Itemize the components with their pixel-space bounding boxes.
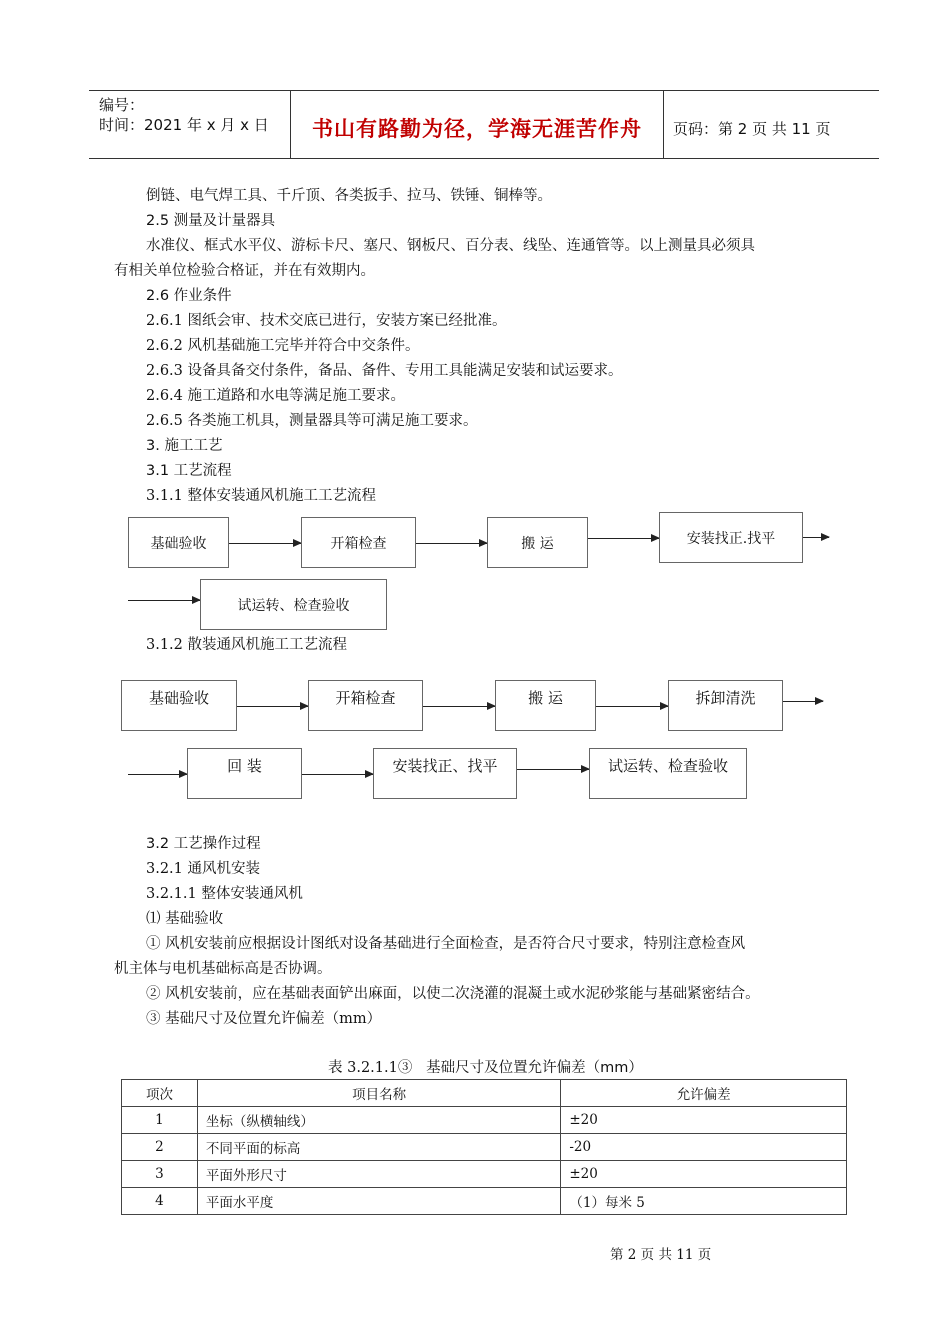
- flow1-arrow-1: [229, 543, 301, 544]
- instruments-line-cont: 有相关单位检验合格证，并在有效期内。: [114, 263, 375, 279]
- table-cell-index: 3: [122, 1161, 198, 1188]
- flow2-arrow-3: [596, 706, 668, 707]
- table-header-row: [122, 1080, 847, 1107]
- table-cell-index: 2: [122, 1134, 198, 1161]
- section-heading-3-1-2: 3.1.2 散装通风机施工工艺流程: [146, 637, 348, 653]
- table-cell-tolerance: （1）每米 5: [561, 1188, 847, 1215]
- table-cell-item: 不同平面的标高: [197, 1134, 560, 1161]
- flow2-step-alignment-leveling: 安装找正、找平: [373, 748, 517, 799]
- condition-2-6-2: 2.6.2 风机基础施工完毕并符合中交条件。: [146, 338, 420, 354]
- table-caption: [328, 1058, 643, 1078]
- table-cell-item: 坐标（纵横轴线）: [197, 1107, 560, 1134]
- table-cell-tolerance: ±20: [561, 1161, 847, 1188]
- flow2-step-transport: 搬 运: [495, 680, 596, 731]
- section-heading-2-5: 2.5 测量及计量器具: [146, 213, 276, 229]
- table-header-tolerance: 允许偏差: [561, 1080, 847, 1107]
- document-number-label: 编号：: [99, 96, 145, 114]
- header-bottom-rule: [89, 158, 879, 159]
- header-motto: 书山有路勤为径，学海无涯苦作舟: [312, 117, 642, 141]
- table-row: [122, 1107, 847, 1134]
- flow2-arrow-5: [128, 774, 187, 775]
- section-heading-3-1-1: 3.1.1 整体安装通风机施工工艺流程: [146, 488, 377, 504]
- flow2-arrow-7: [517, 769, 589, 770]
- flow2-step-unpacking-inspection: 开箱检查: [308, 680, 423, 731]
- table-caption-number: 表 3.2.1.1③: [328, 1060, 413, 1076]
- flow1-step-trial-run-acceptance: 试运转、检查验收: [200, 579, 387, 630]
- tolerance-table: [121, 1079, 847, 1215]
- table-row: [122, 1134, 847, 1161]
- table-row: [122, 1188, 847, 1215]
- item-1-inspection: ① 风机安装前应根据设计图纸对设备基础进行全面检查，是否符合尺寸要求，特别注意检查风: [146, 936, 746, 952]
- section-heading-3-2-1-1: 3.2.1.1 整体安装通风机: [146, 886, 303, 902]
- item-2-roughening: ② 风机安装前，应在基础表面铲出麻面，以使二次浇灌的混凝土或水泥砂浆能与基础紧密结合。: [146, 986, 760, 1002]
- table-header-item: 项目名称: [197, 1080, 560, 1107]
- flow2-arrow-4: [783, 701, 823, 702]
- header-divider-right: [663, 90, 664, 158]
- document-time: 时间：2021 年 x 月 x 日: [99, 116, 269, 134]
- table-cell-item: 平面水平度: [197, 1188, 560, 1215]
- table-cell-index: 4: [122, 1188, 198, 1215]
- table-cell-tolerance: -20: [561, 1134, 847, 1161]
- header-top-rule: [89, 90, 879, 91]
- condition-2-6-5: 2.6.5 各类施工机具，测量器具等可满足施工要求。: [146, 413, 478, 429]
- flow2-arrow-2: [423, 706, 495, 707]
- section-heading-3-2: 3.2 工艺操作过程: [146, 836, 261, 852]
- item-3-tolerance: ③ 基础尺寸及位置允许偏差（mm）: [146, 1011, 382, 1027]
- table-row: [122, 1161, 847, 1188]
- section-heading-3-1: 3.1 工艺流程: [146, 463, 232, 479]
- flow2-step-foundation-acceptance: 基础验收: [121, 680, 237, 731]
- flow2-step-trial-run-acceptance: 试运转、检查验收: [589, 748, 747, 799]
- item-foundation-acceptance: ⑴ 基础验收: [146, 911, 224, 927]
- flow2-arrow-1: [237, 706, 308, 707]
- condition-2-6-1: 2.6.1 图纸会审、技术交底已进行，安装方案已经批准。: [146, 313, 507, 329]
- flow1-arrow-3: [588, 538, 659, 539]
- flow1-step-unpacking-inspection: 开箱检查: [301, 517, 416, 568]
- page-code: 页码：第 2 页 共 11 页: [673, 120, 831, 138]
- table-cell-item: 平面外形尺寸: [197, 1161, 560, 1188]
- condition-2-6-3: 2.6.3 设备具备交付条件，备品、备件、专用工具能满足安装和试运要求。: [146, 363, 623, 379]
- flow1-step-foundation-acceptance: 基础验收: [128, 517, 229, 568]
- flow1-arrow-2: [416, 543, 487, 544]
- item-1-inspection-cont: 机主体与电机基础标高是否协调。: [114, 961, 332, 977]
- flow2-step-reassembly: 回 装: [187, 748, 302, 799]
- table-cell-index: 1: [122, 1107, 198, 1134]
- condition-2-6-4: 2.6.4 施工道路和水电等满足施工要求。: [146, 388, 406, 404]
- flow1-step-transport: 搬 运: [487, 517, 588, 568]
- flow2-step-disassembly-cleaning: 拆卸清洗: [668, 680, 783, 731]
- flow1-arrow-5: [128, 600, 200, 601]
- tools-line: 倒链、电气焊工具、千斤顶、各类扳手、拉马、铁锤、铜棒等。: [146, 188, 552, 204]
- instruments-line: 水准仪、框式水平仪、游标卡尺、塞尺、钢板尺、百分表、线坠、连通管等。以上测量具必须具: [146, 238, 755, 254]
- table-header-index: 项次: [122, 1080, 198, 1107]
- header-divider-left: [290, 90, 291, 158]
- table-caption-title: 基础尺寸及位置允许偏差（mm）: [426, 1060, 643, 1076]
- page-footer: 第 2 页 共 11 页: [610, 1247, 712, 1263]
- section-heading-3-2-1: 3.2.1 通风机安装: [146, 861, 261, 877]
- table-cell-tolerance: ±20: [561, 1107, 847, 1134]
- flow1-step-alignment-leveling: 安装找正.找平: [659, 512, 803, 563]
- flow2-arrow-6: [302, 774, 373, 775]
- section-heading-3: 3. 施工工艺: [146, 438, 223, 454]
- flow1-arrow-4: [803, 537, 829, 538]
- section-heading-2-6: 2.6 作业条件: [146, 288, 232, 304]
